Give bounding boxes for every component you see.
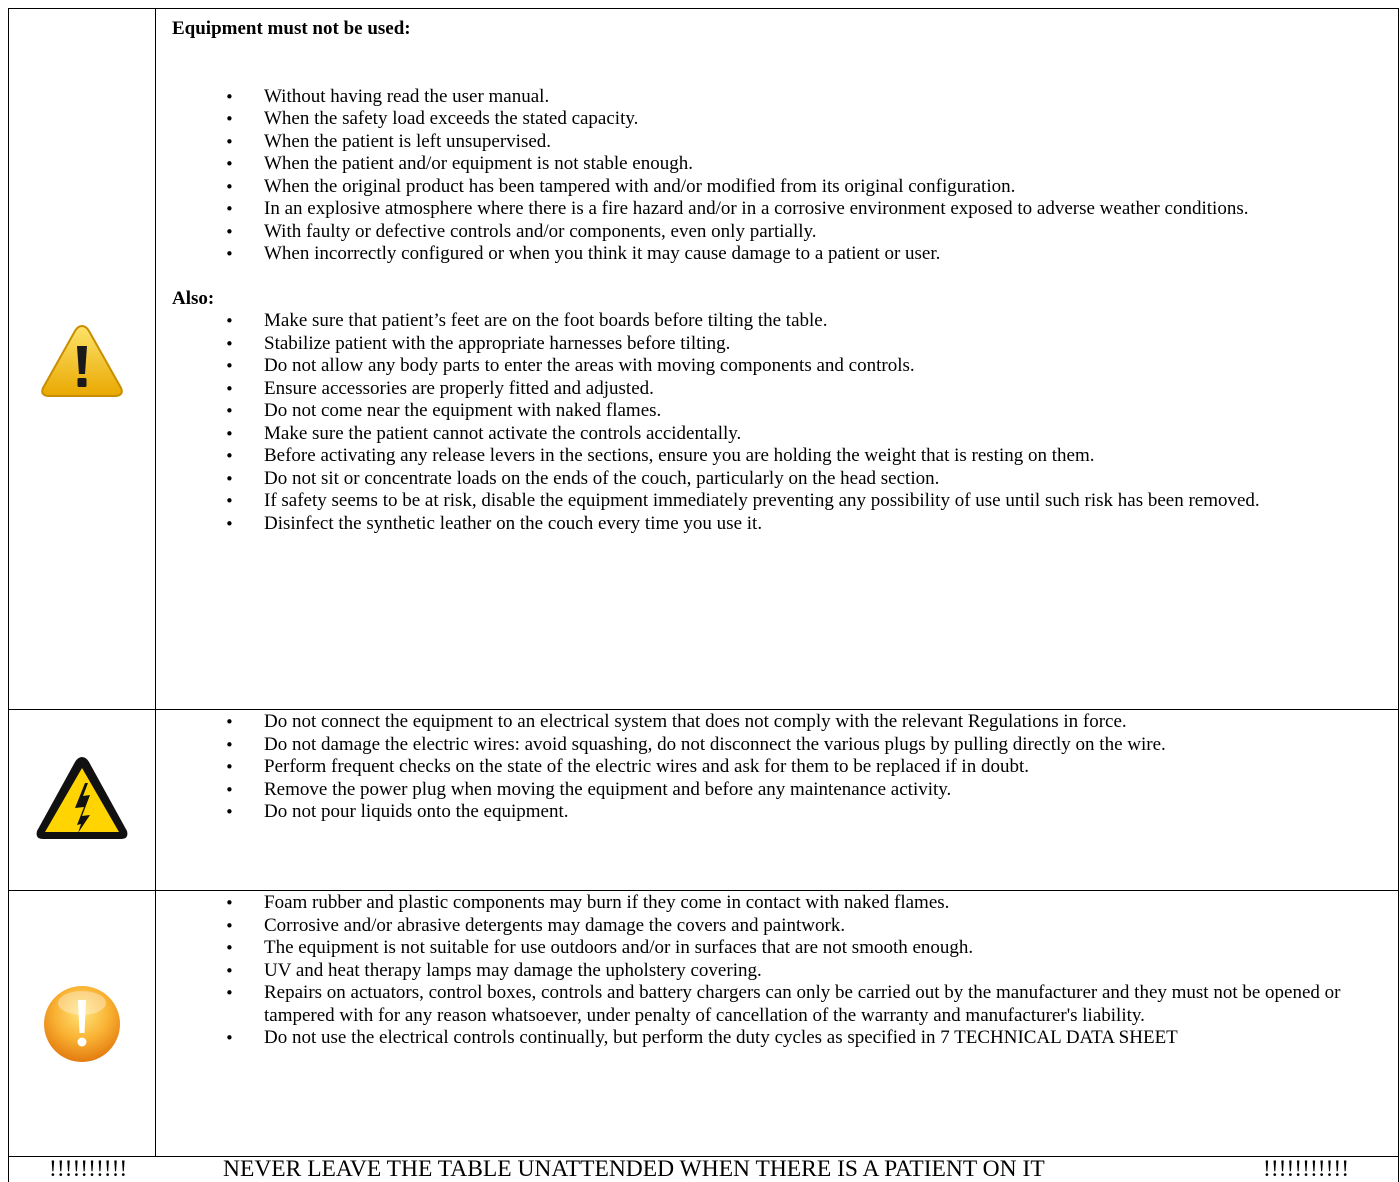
list-item: • Do not use the electrical controls continually, but perform the duty cycles as specified in 7 TECHNICAL DATA SHEET — [172, 1027, 1392, 1050]
caution-text — [156, 891, 1398, 1156]
also-list — [172, 310, 1392, 535]
list-item: • If safety seems to be at risk, disable the equipment immediately preventing any possibility of use until such risk has been removed. — [172, 490, 1392, 513]
list-item: • When the safety load exceeds the stated capacity. — [172, 108, 1392, 131]
list-item: • Disinfect the synthetic leather on the couch every time you use it. — [172, 513, 1392, 536]
list-item: • Make sure that patient’s feet are on the foot boards before tilting the table. — [172, 310, 1392, 333]
list-item: • With faulty or defective controls and/or components, even only partially. — [172, 221, 1392, 244]
list-item: • Do not pour liquids onto the equipment. — [172, 801, 1392, 824]
list-item: • The equipment is not suitable for use outdoors and/or in surfaces that are not smooth enough. — [172, 937, 1392, 960]
caution-icon-cell — [9, 891, 156, 1156]
warning-triangle-icon — [39, 322, 125, 405]
list-item: • Do not come near the equipment with naked flames. — [172, 400, 1392, 423]
list-item: • Do not damage the electric wires: avoid squashing, do not disconnect the various plugs by pulling directly on the wire. — [172, 734, 1392, 757]
banner-exclamation-right: !!!!!!!!!!! — [1263, 1156, 1350, 1182]
electrical-list — [172, 711, 1392, 824]
list-item: • Perform frequent checks on the state of the electric wires and ask for them to be replaced if in doubt. — [172, 756, 1392, 779]
list-item: • Before activating any release levers in the sections, ensure you are holding the weight that is resting on them. — [172, 445, 1392, 468]
list-item: • UV and heat therapy lamps may damage the upholstery covering. — [172, 960, 1392, 983]
list-item: • Do not sit or concentrate loads on the ends of the couch, particularly on the head section. — [172, 468, 1392, 491]
list-item: • Without having read the user manual. — [172, 86, 1392, 109]
banner-text: NEVER LEAVE THE TABLE UNATTENDED WHEN THERE IS A PATIENT ON IT — [223, 1156, 1045, 1182]
list-item: • When the patient is left unsupervised. — [172, 131, 1392, 154]
list-item: • Ensure accessories are properly fitted and adjusted. — [172, 378, 1392, 401]
general-warnings-row — [9, 9, 1398, 710]
electrical-warnings-text — [156, 710, 1398, 890]
list-item: • When the original product has been tampered with and/or modified from its original configuration. — [172, 176, 1392, 199]
list-item: • When the patient and/or equipment is not stable enough. — [172, 153, 1392, 176]
list-item: • Stabilize patient with the appropriate harnesses before tilting. — [172, 333, 1392, 356]
list-item: • Repairs on actuators, control boxes, controls and battery chargers can only be carried out by the manufacturer and they must not be opened or tampered with for any reason whatsoever, under penalty of cancellation of the warranty and manufacturer's liability. — [172, 982, 1392, 1027]
also-heading: Also: — [172, 287, 215, 309]
general-warnings-text — [156, 9, 1398, 709]
list-item: • Do not allow any body parts to enter the areas with moving components and controls. — [172, 355, 1392, 378]
list-item: • Foam rubber and plastic components may burn if they come in contact with naked flames. — [172, 892, 1392, 915]
electrical-icon-cell — [9, 710, 156, 890]
safety-table — [8, 8, 1399, 1157]
banner-exclamation-left: !!!!!!!!!! — [49, 1156, 128, 1182]
list-item: • Do not connect the equipment to an electrical system that does not comply with the relevant Regulations in force. — [172, 711, 1392, 734]
general-warning-icon-cell — [9, 9, 156, 709]
warnings-list — [172, 86, 1392, 266]
section-heading: Equipment must not be used: — [172, 18, 411, 39]
list-item: • Make sure the patient cannot activate the controls accidentally. — [172, 423, 1392, 446]
caution-list — [172, 892, 1392, 1050]
electric-hazard-icon — [32, 753, 132, 848]
electrical-warnings-row — [9, 710, 1398, 891]
list-item: • Corrosive and/or abrasive detergents may damage the covers and paintwork. — [172, 915, 1392, 938]
caution-row — [9, 891, 1398, 1157]
caution-circle-icon — [41, 983, 123, 1070]
list-item: • Remove the power plug when moving the equipment and before any maintenance activity. — [172, 779, 1392, 802]
unattended-warning-banner — [8, 1156, 1399, 1182]
list-item: • When incorrectly configured or when you think it may cause damage to a patient or user. — [172, 243, 1392, 266]
list-item: • In an explosive atmosphere where there is a fire hazard and/or in a corrosive environment exposed to adverse weather conditions. — [172, 198, 1392, 221]
